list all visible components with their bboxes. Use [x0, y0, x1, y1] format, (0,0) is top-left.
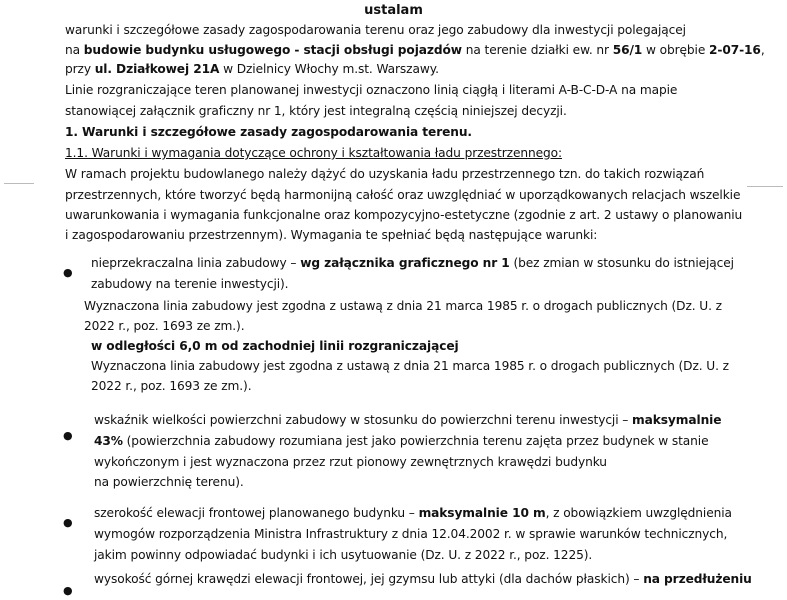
text-line — [91, 338, 459, 354]
text-run: szerokość elewacji frontowej planowanego budynku – — [94, 506, 419, 520]
text-run: , — [760, 43, 765, 57]
text-line — [91, 276, 288, 292]
text-run: jakim powinny odpowiadać budynki i ich usytuowanie (Dz. U. z 2022 r., poz. 1225). — [94, 548, 593, 562]
text-run: 1. Warunki i szczegółowe zasady zagospodarowania terenu. — [65, 125, 472, 139]
text-run: 2022 r., poz. 1693 ze zm.). — [84, 319, 245, 333]
text-run: ul. Działkowej 21A — [94, 62, 220, 76]
text-line — [91, 358, 729, 374]
text-run: (powierzchnia zabudowy rozumiana jest jako powierzchnia terenu zajęta przez budynek w stanie — [122, 434, 709, 448]
text-line — [94, 474, 244, 490]
text-line — [84, 318, 244, 334]
text-run: wykończonym i jest wyznaczona przez rzut pionowy zewnętrznych krawędzi budynku — [94, 455, 607, 469]
text-run: wg załącznika graficznego nr 1 — [300, 256, 510, 270]
text-line — [65, 42, 765, 58]
text-line — [65, 207, 742, 223]
scan-speck — [4, 183, 34, 184]
bullet-icon: ● — [63, 516, 73, 529]
text-line — [91, 378, 251, 394]
text-line — [65, 82, 677, 98]
text-line — [65, 145, 562, 161]
text-run: maksymalnie 10 m — [418, 506, 546, 520]
text-run: na terenie działki ew. nr — [461, 43, 613, 57]
text-run: na — [65, 43, 84, 57]
text-run: (bez zmian w stosunku do istniejącej — [509, 256, 734, 270]
text-run: maksymalnie — [632, 413, 722, 427]
text-run: Wyznaczona linia zabudowy jest zgodna z ustawą z dnia 21 marca 1985 r. o drogach publicznych (Dz. U. z — [91, 359, 729, 373]
text-run: , z obowiązkiem uwzględnienia — [545, 506, 732, 520]
text-line — [94, 454, 607, 470]
bullet-icon: ● — [63, 266, 73, 279]
text-run: 2022 r., poz. 1693 ze zm.). — [91, 379, 252, 393]
text-run: 43% — [94, 434, 123, 448]
text-run: stanowiącej załącznik graficzny nr 1, który jest integralną częścią niniejszej decyzji. — [65, 104, 567, 118]
text-line — [65, 166, 704, 182]
text-run: 2-07-16 — [709, 43, 761, 57]
text-run: na przedłużeniu — [643, 572, 752, 586]
text-run: wymogów rozporządzenia Ministra Infrastruktury z dnia 12.04.2002 r. w sprawie warunków technicznych, — [94, 527, 728, 541]
text-run: W ramach projektu budowlanego należy dążyć do uzyskania ładu przestrzennego tzn. do takich rozwiązań — [65, 167, 705, 181]
text-run: przy — [65, 62, 95, 76]
text-run: uwarunkowania i wymagania funkcjonalne oraz kompozycyjno-estetyczne (zgodnie z art. 2 ustawy o planowaniu — [65, 208, 743, 222]
bullet-icon: ● — [63, 584, 73, 597]
scan-speck — [747, 186, 783, 187]
text-run: wysokość górnej krawędzi elewacji frontowej, jej gzymsu lub attyki (dla dachów płaskich) – — [94, 572, 644, 586]
text-line — [65, 227, 597, 243]
text-line — [65, 187, 740, 203]
text-line — [65, 22, 686, 38]
text-line — [94, 547, 592, 563]
text-run: w odległości 6,0 m od zachodniej linii rozgraniczającej — [91, 339, 459, 353]
text-line — [94, 412, 721, 428]
text-line — [94, 526, 727, 542]
text-run: budowie budynku usługowego - stacji obsługi pojazdów — [83, 43, 462, 57]
text-run: przestrzennych, które tworzyć będą harmonijną całość oraz uwzględniać w uporządkowanych relacjach wszelkie — [65, 188, 741, 202]
text-run: na powierzchnię terenu). — [94, 475, 244, 489]
text-run: Linie rozgraniczające teren planowanej inwestycji oznaczono linią ciągłą i literami A-B-C-D-A na mapie — [65, 83, 678, 97]
bullet-icon: ● — [63, 429, 73, 442]
text-run: wskaźnik wielkości powierzchni zabudowy w stosunku do powierzchni terenu inwestycji – — [94, 413, 633, 427]
text-line — [65, 103, 567, 119]
text-run: i zagospodarowaniu przestrzennym). Wymagania te spełniać będą następujące warunki: — [65, 228, 598, 242]
text-line — [94, 505, 732, 521]
text-line — [94, 433, 708, 449]
text-line — [65, 124, 472, 140]
text-run: 56/1 — [612, 43, 643, 57]
text-run: Wyznaczona linia zabudowy jest zgodna z ustawą z dnia 21 marca 1985 r. o drogach publicznych (Dz. U. z — [84, 299, 722, 313]
text-run: nieprzekraczalna linia zabudowy – — [91, 256, 301, 270]
text-line — [84, 298, 722, 314]
text-run: w Dzielnicy Włochy m.st. Warszawy. — [219, 62, 439, 76]
text-run: zabudowy na terenie inwestycji). — [91, 277, 289, 291]
text-run: 1.1. Warunki i wymagania dotyczące ochrony i kształtowania ładu przestrzennego: — [65, 146, 562, 160]
text-line — [65, 61, 439, 77]
text-line — [94, 571, 752, 587]
document-heading: ustalam — [364, 3, 423, 18]
text-run: w obrębie — [642, 43, 709, 57]
text-line — [91, 255, 734, 271]
text-run: warunki i szczegółowe zasady zagospodarowania terenu oraz jego zabudowy dla inwestycji polegającej — [65, 23, 686, 37]
